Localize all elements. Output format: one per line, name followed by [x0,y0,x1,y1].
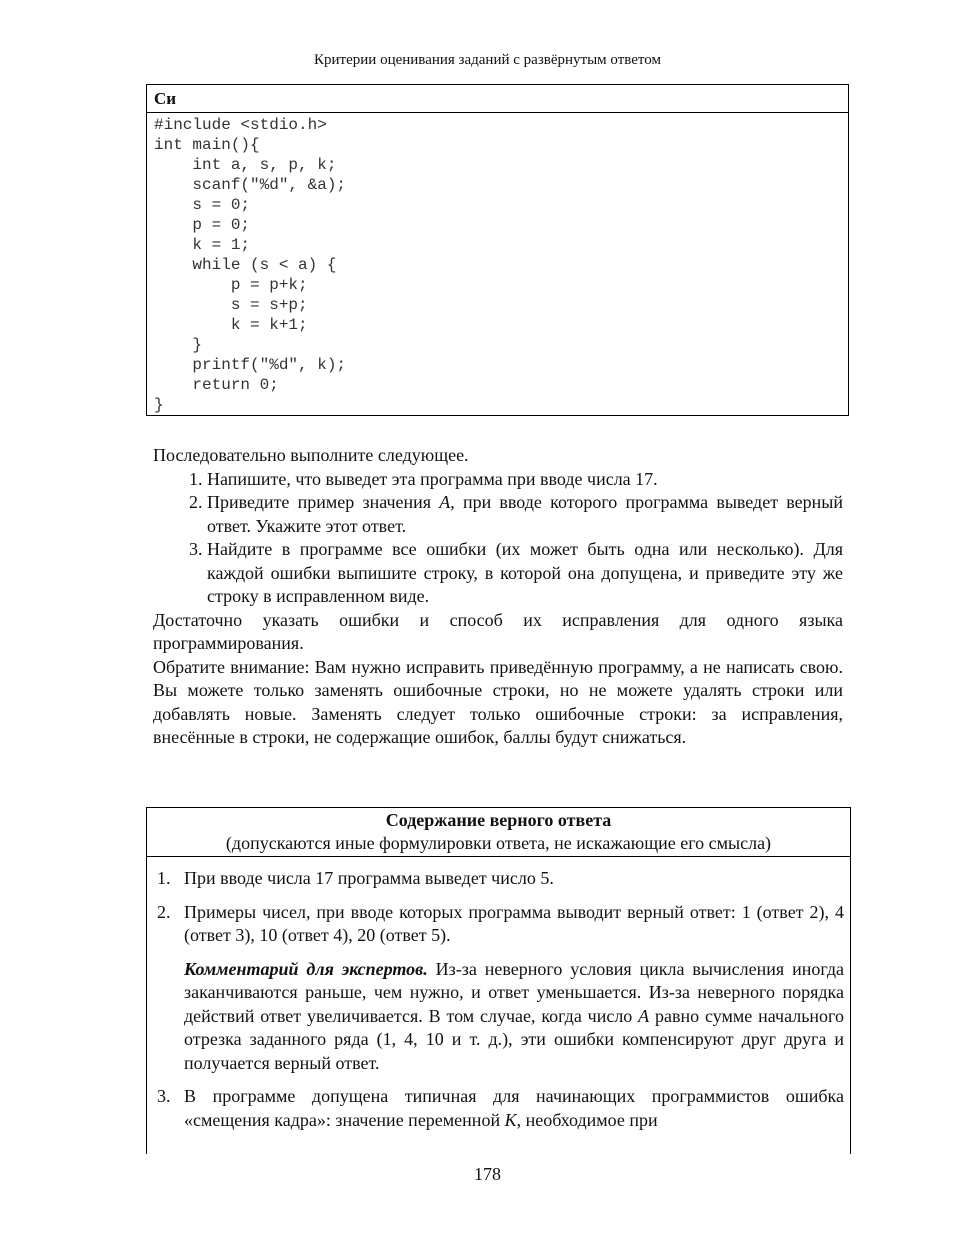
task-intro: Последовательно выполните следующее. [153,445,469,465]
answer-item-text: Примеры чисел, при вводе которых программа выводит верный ответ: 1 (ответ 2), 4 (ответ 3), 10 (ответ 4), 20 (ответ 5). [184,901,844,945]
answer-item-1 [157,867,844,891]
code-listing [146,84,849,416]
task-steps [153,468,843,609]
answer-item-text: В программе допущена типичная для начинающих программистов ошибка «смещения кадра»: значение переменной K, необходимое при [184,1086,844,1130]
page-number: 178 [474,1164,501,1184]
answer-body [147,857,850,1132]
task-text [153,444,843,750]
page-header: Критерии оценивания заданий с развёрнутым ответом [314,52,661,68]
code-language-label: Си [147,85,848,113]
answer-title: Содержание верного ответа [385,810,612,830]
expert-comment-heading: Комментарий для экспертов. [184,958,428,979]
answer-table [146,807,851,1154]
task-step-1: 1. Напишите, что выведет эта программа при вводе числа 17. [207,468,843,492]
answer-subtitle: (допускаются иные формулировки ответа, не искажающие его смысла) [225,833,772,853]
variable-a: A [439,492,451,512]
expert-comment: Комментарий для экспертов. Из-за неверного условия цикла вычисления иногда заканчиваются раньше, чем нужно, и ответ уменьшается. Из-за неверного порядка действий ответ увеличивается. В том случае, когда число A равно сумме начального отрезка заданного ряда (1, 4, 10 и т. д.), эти ошибки компенсируют друг друга и получается верный ответ. [184,958,844,1073]
task-note-attention: Обратите внимание: Вам нужно исправить приведённую программу, а не написать свою. Вы можете только заменять ошибочные строки, но не можете удалять строки или добавлять новые. Заменять следует только ошибочные строки: за исправления, внесённые в строки, не содержащие ошибок, баллы будут снижаться. [153,656,843,747]
answer-item-2 [157,901,844,1076]
answer-item-number: 1. [157,868,171,888]
answer-item-text: При вводе числа 17 программа выведет число 5. [184,868,554,888]
answer-header [147,808,850,857]
code-text: #include <stdio.h> int main(){ int a, s, p, k; scanf("%d", &a); s = 0; p = 0; k = 1; while (s < a) { p = p+k; s = s+p; k = k+1; } printf("%d", k); return 0; } [154,116,347,414]
answer-item-number: 3. [157,1086,171,1106]
answer-item-3 [157,1085,844,1132]
task-step-2: 2. Приведите пример значения A, при вводе которого программа выведет верный ответ. Укажите этот ответ. [207,491,843,538]
task-step-3: 3. Найдите в программе все ошибки (их может быть одна или несколько). Для каждой ошибки выпишите строку, в которой она допущена, и приведите эту же строку в исправленном виде. [207,538,843,609]
task-note-language: Достаточно указать ошибки и способ их исправления для одного языка программирования. [153,609,843,653]
answer-item-number: 2. [157,901,171,922]
